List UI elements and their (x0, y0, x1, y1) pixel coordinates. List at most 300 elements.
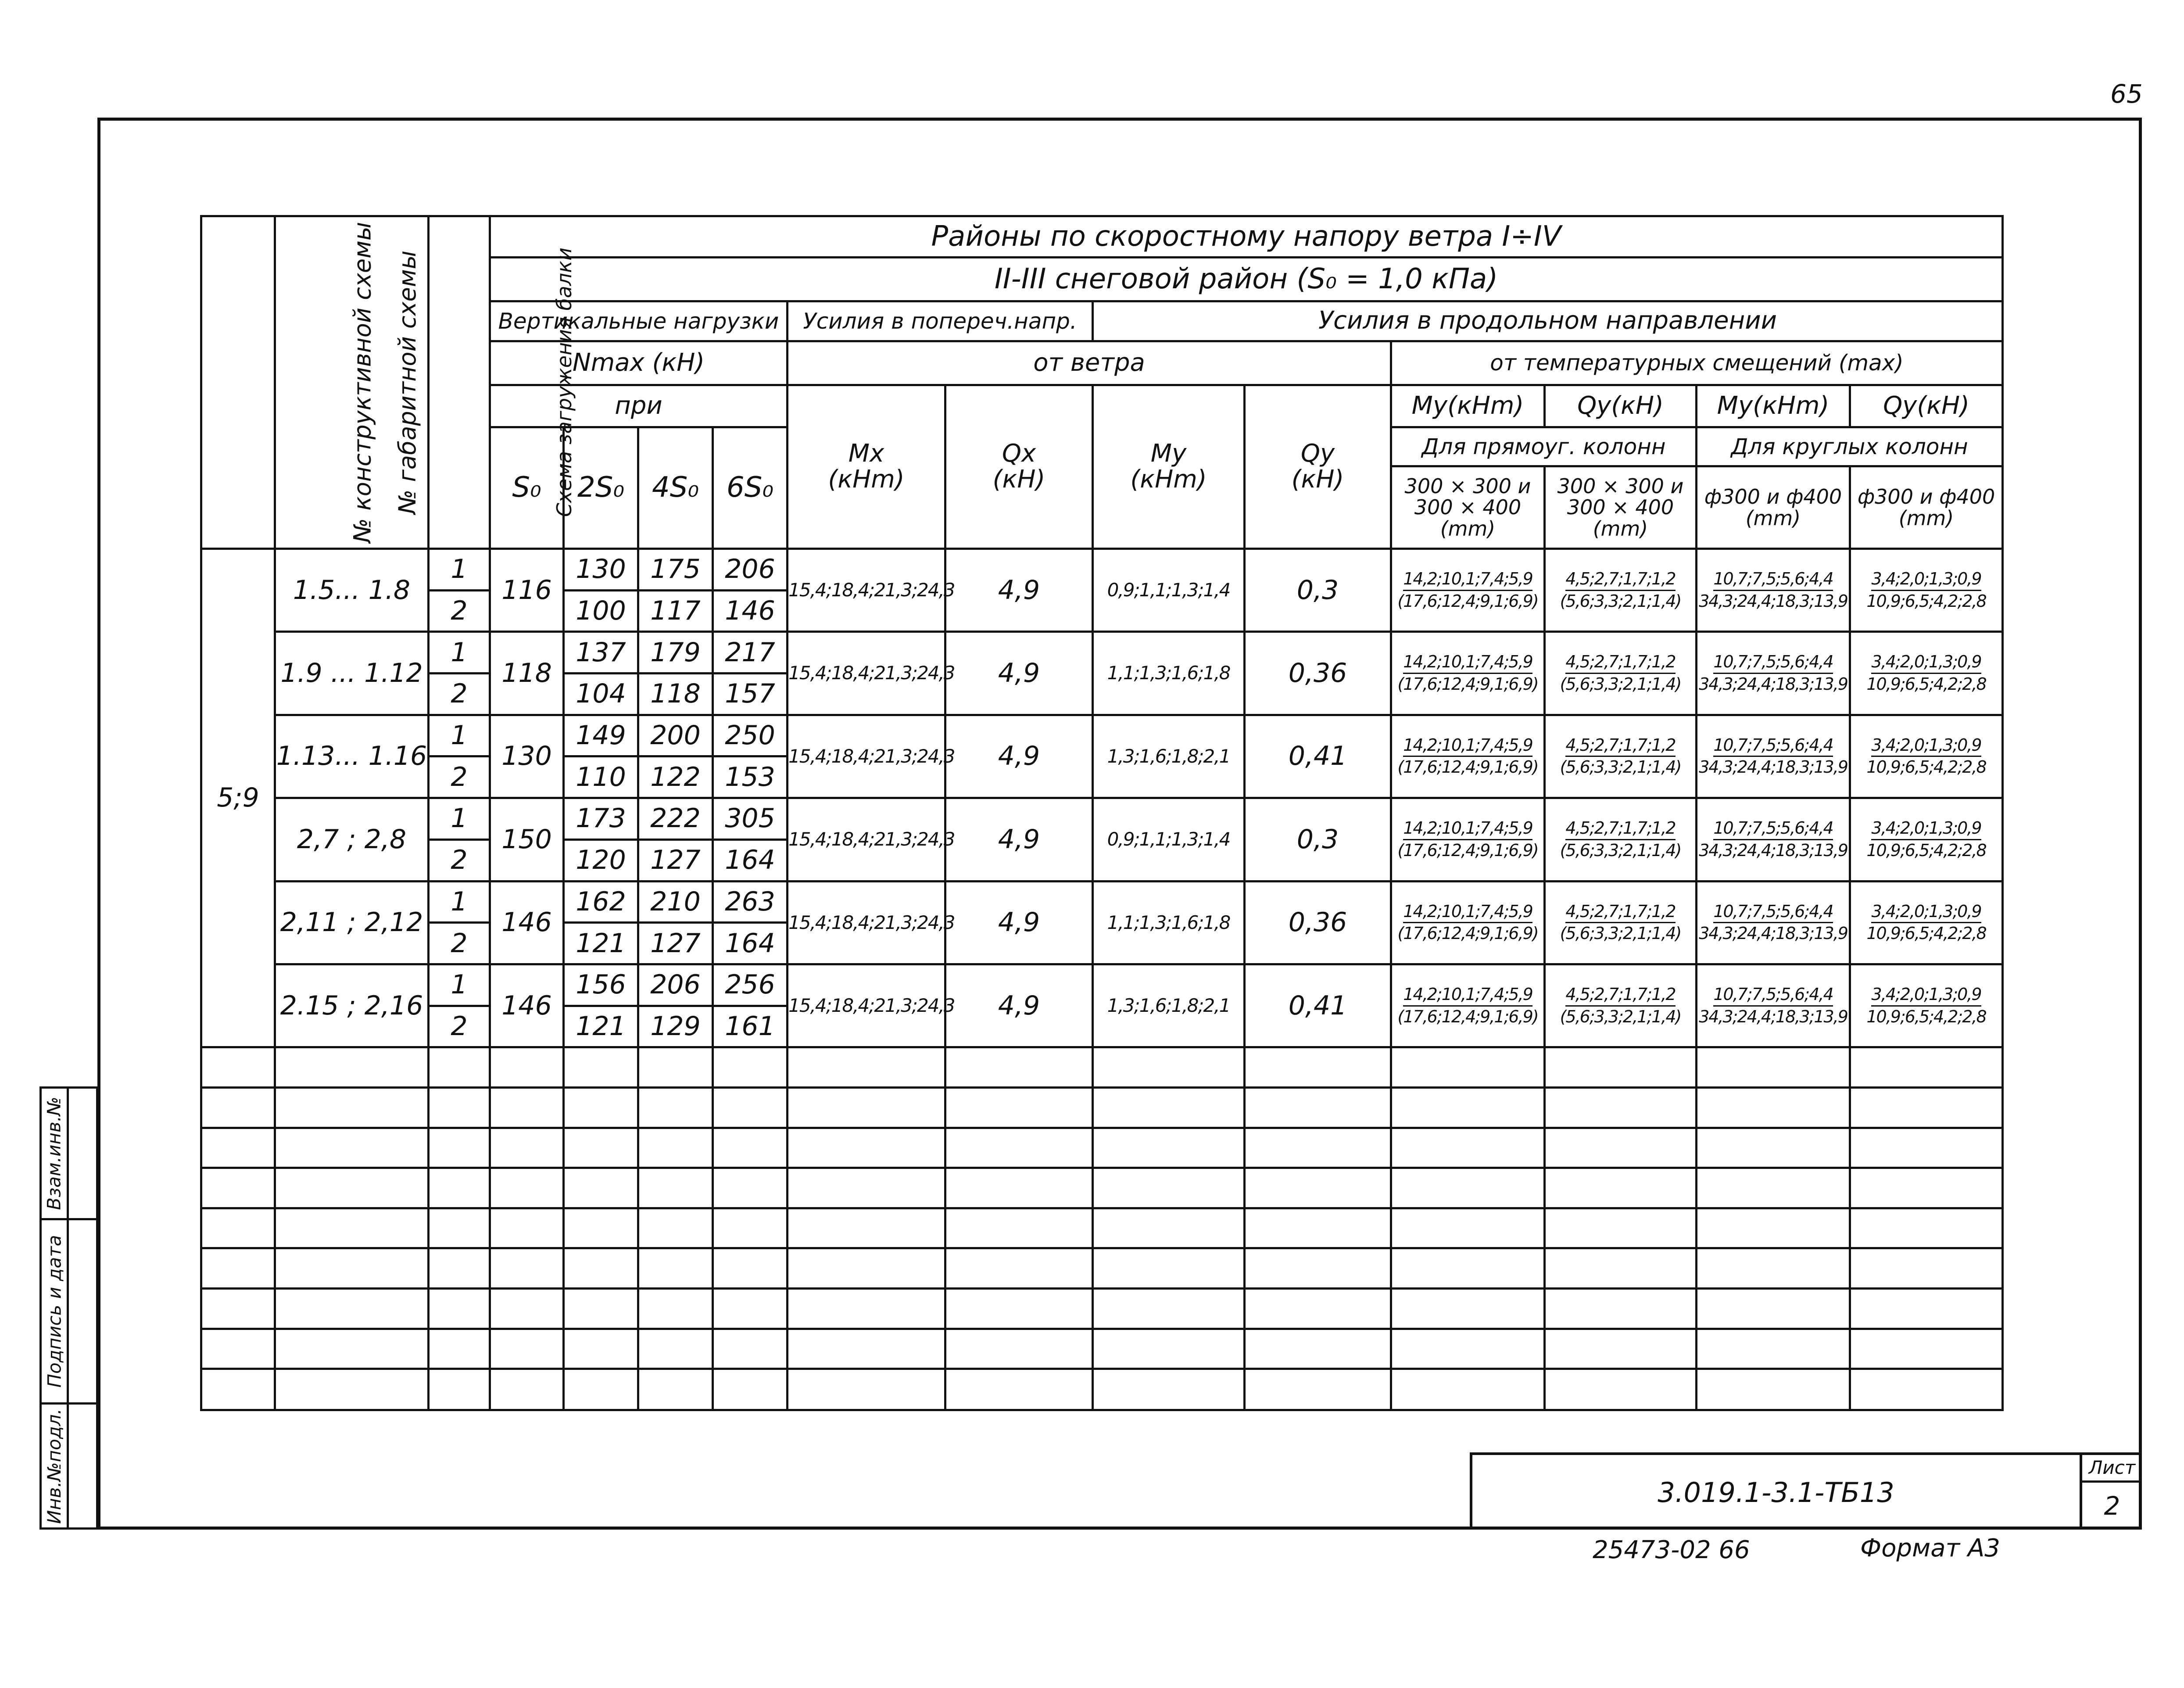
empty-cell (638, 1329, 713, 1369)
empty-cell (564, 1128, 638, 1168)
qx-value: 4,9 (945, 715, 1093, 798)
empty-cell (1391, 1248, 1545, 1289)
empty-cell (490, 1288, 564, 1329)
qx-value: 4,9 (945, 632, 1093, 715)
empty-cell (564, 1248, 638, 1289)
empty-cell (201, 1248, 275, 1289)
header-qy (1245, 385, 1391, 549)
empty-cell (1545, 1288, 1697, 1329)
temp-qy-rect-line-2: (5,6;3,3;2,1;1,4) (1560, 757, 1681, 777)
side-label-inv: Инв.№подл. (43, 1408, 65, 1524)
mx-value: 15,4;18,4;21,3;24,3 (788, 964, 945, 1047)
s2-value: 173 (564, 798, 638, 840)
temp-qy-round-line-2: 10,9;6,5;4,2;2,8 (1866, 757, 1986, 777)
empty-cell (1391, 1168, 1545, 1208)
header-snow-region: II-III снеговой район (S₀ = 1,0 кПа) (490, 257, 2003, 301)
table-row (201, 715, 2003, 756)
empty-cell (945, 1369, 1093, 1410)
temp-my-round (1697, 548, 1850, 631)
empty-row (201, 1168, 2003, 1208)
s4-value: 117 (638, 590, 713, 632)
header-2s0: 2S₀ (564, 427, 638, 548)
header-nmax: Nmax (кН) (490, 341, 788, 385)
s2-value: 100 (564, 590, 638, 632)
temp-my-round-line-2: 34,3;24,4;18,3;13,9 (1699, 840, 1847, 860)
empty-cell (1245, 1047, 1391, 1088)
qx-value: 4,9 (945, 798, 1093, 881)
empty-cell (945, 1088, 1093, 1128)
temp-qy-rect-line-1: 4,5;2,7;1,7;1,2 (1565, 652, 1675, 674)
empty-cell (490, 1369, 564, 1410)
empty-cell (713, 1288, 788, 1329)
temp-my-round-line-1: 10,7;7,5;5,6;4,4 (1713, 569, 1833, 591)
empty-cell (1545, 1088, 1697, 1128)
temp-qy-round-line-1: 3,4;2,0;1,3;0,9 (1871, 984, 1981, 1007)
empty-cell (201, 1288, 275, 1329)
title-block (1470, 1452, 2142, 1530)
empty-cell (1850, 1088, 2003, 1128)
empty-cell (638, 1369, 713, 1410)
empty-cell (788, 1168, 945, 1208)
empty-cell (490, 1208, 564, 1248)
s0-value: 146 (490, 881, 564, 964)
empty-row (201, 1329, 2003, 1369)
empty-cell (1245, 1288, 1391, 1329)
temp-my-rect (1391, 632, 1545, 715)
load-scheme-value: 2 (429, 590, 490, 632)
side-label-vzam: Взам.инв.№ (43, 1097, 65, 1210)
gab-scheme-value: 2,7 ; 2,8 (275, 798, 429, 881)
empty-cell (788, 1288, 945, 1329)
header-qx (945, 385, 1093, 549)
empty-row (201, 1047, 2003, 1088)
temp-qy-rect (1545, 548, 1697, 631)
empty-cell (564, 1288, 638, 1329)
header-4s0: 4S₀ (638, 427, 713, 548)
load-scheme-value: 2 (429, 673, 490, 715)
temp-qy-round (1850, 548, 2003, 631)
empty-cell (1850, 1128, 2003, 1168)
empty-cell (945, 1168, 1093, 1208)
temp-my-rect-line-1: 14,2;10,1;7,4;5,9 (1403, 984, 1532, 1007)
header-round-columns: Для круглых колонн (1697, 427, 2003, 466)
qy-value: 0,36 (1245, 632, 1391, 715)
empty-cell (1697, 1288, 1850, 1329)
header-mx (788, 385, 945, 549)
header-from-temp: от температурных смещений (max) (1391, 341, 2003, 385)
mx-value: 15,4;18,4;21,3;24,3 (788, 548, 945, 631)
empty-cell (945, 1208, 1093, 1248)
temp-my-rect-line-1: 14,2;10,1;7,4;5,9 (1403, 818, 1532, 840)
s6-value: 164 (713, 839, 788, 881)
header-from-wind: от ветра (788, 341, 1391, 385)
qx-value: 4,9 (945, 881, 1093, 964)
s6-value: 164 (713, 923, 788, 964)
empty-cell (490, 1168, 564, 1208)
temp-my-round (1697, 881, 1850, 964)
temp-my-rect-line-1: 14,2;10,1;7,4;5,9 (1403, 901, 1532, 924)
empty-cell (1850, 1047, 2003, 1088)
s2-value: 130 (564, 548, 638, 590)
s6-value: 250 (713, 715, 788, 756)
s2-value: 137 (564, 632, 638, 674)
my-value: 1,3;1,6;1,8;2,1 (1093, 964, 1245, 1047)
footer-format: Формат А3 (1860, 1534, 2000, 1563)
table-row (201, 798, 2003, 840)
temp-my-rect-line-2: (17,6;12,4;9,1;6,9) (1397, 674, 1538, 694)
temp-qy-round-line-2: 10,9;6,5;4,2;2,8 (1866, 591, 1986, 611)
empty-cell (1850, 1248, 2003, 1289)
qy-value: 0,3 (1245, 798, 1391, 881)
table-row (201, 881, 2003, 923)
empty-row (201, 1288, 2003, 1329)
temp-qy-rect (1545, 715, 1697, 798)
my-value: 1,1;1,3;1,6;1,8 (1093, 632, 1245, 715)
temp-qy-rect-line-1: 4,5;2,7;1,7;1,2 (1565, 901, 1675, 924)
empty-cell (201, 1128, 275, 1168)
table-row (201, 632, 2003, 674)
s4-value: 210 (638, 881, 713, 923)
empty-cell (564, 1088, 638, 1128)
temp-qy-round-line-1: 3,4;2,0;1,3;0,9 (1871, 569, 1981, 591)
empty-cell (788, 1248, 945, 1289)
empty-cell (429, 1288, 490, 1329)
empty-cell (1545, 1047, 1697, 1088)
header-dim-rect-2: 300 × 300 и 300 × 400 (mm) (1545, 466, 1697, 548)
header-qy-temp-rect: Qy(кН) (1545, 385, 1697, 427)
document-code: 3.019.1-3.1-ТБ13 (1470, 1452, 2080, 1530)
empty-cell (713, 1329, 788, 1369)
side-cell-podpis (42, 1220, 96, 1405)
empty-cell (1093, 1369, 1245, 1410)
temp-my-round-line-2: 34,3;24,4;18,3;13,9 (1699, 924, 1847, 943)
empty-cell (275, 1369, 429, 1410)
temp-my-round-line-1: 10,7;7,5;5,6;4,4 (1713, 984, 1833, 1007)
empty-cell (1245, 1208, 1391, 1248)
empty-cell (275, 1248, 429, 1289)
temp-my-rect-line-1: 14,2;10,1;7,4;5,9 (1403, 569, 1532, 591)
temp-my-round-line-1: 10,7;7,5;5,6;4,4 (1713, 901, 1833, 924)
temp-qy-rect-line-1: 4,5;2,7;1,7;1,2 (1565, 818, 1675, 840)
empty-cell (1545, 1208, 1697, 1248)
temp-qy-round-line-2: 10,9;6,5;4,2;2,8 (1866, 1007, 1986, 1026)
s4-value: 206 (638, 964, 713, 1006)
temp-qy-rect-line-2: (5,6;3,3;2,1;1,4) (1560, 924, 1681, 943)
empty-cell (1545, 1248, 1697, 1289)
empty-cell (429, 1128, 490, 1168)
temp-qy-round-line-2: 10,9;6,5;4,2;2,8 (1866, 840, 1986, 860)
s4-value: 127 (638, 839, 713, 881)
qy-value: 0,36 (1245, 881, 1391, 964)
header-mx-unit: (кНm) (828, 465, 905, 494)
empty-cell (201, 1047, 275, 1088)
header-dim-round-2: ф300 и ф400 (mm) (1850, 466, 2003, 548)
empty-cell (490, 1088, 564, 1128)
s6-value: 146 (713, 590, 788, 632)
gab-scheme-value: 1.13... 1.16 (275, 715, 429, 798)
temp-my-round (1697, 715, 1850, 798)
temp-qy-rect-line-2: (5,6;3,3;2,1;1,4) (1560, 674, 1681, 694)
s4-value: 129 (638, 1006, 713, 1047)
empty-cell (1093, 1208, 1245, 1248)
header-qx-unit: (кН) (992, 465, 1045, 494)
empty-row (201, 1369, 2003, 1410)
temp-qy-round-line-1: 3,4;2,0;1,3;0,9 (1871, 901, 1981, 924)
empty-cell (1391, 1329, 1545, 1369)
load-scheme-value: 2 (429, 839, 490, 881)
load-scheme-value: 1 (429, 715, 490, 756)
constr-scheme-value: 5;9 (201, 548, 275, 1047)
temp-my-rect-line-2: (17,6;12,4;9,1;6,9) (1397, 757, 1538, 777)
temp-my-rect-line-1: 14,2;10,1;7,4;5,9 (1403, 735, 1532, 757)
temp-qy-rect-line-1: 4,5;2,7;1,7;1,2 (1565, 984, 1675, 1007)
empty-cell (1391, 1047, 1545, 1088)
temp-my-rect (1391, 548, 1545, 631)
empty-cell (564, 1208, 638, 1248)
empty-cell (1245, 1329, 1391, 1369)
gab-scheme-value: 1.9 ... 1.12 (275, 632, 429, 715)
empty-cell (275, 1168, 429, 1208)
temp-my-round (1697, 964, 1850, 1047)
empty-cell (490, 1329, 564, 1369)
s4-value: 118 (638, 673, 713, 715)
s0-value: 118 (490, 632, 564, 715)
temp-my-rect (1391, 964, 1545, 1047)
temp-my-rect-line-2: (17,6;12,4;9,1;6,9) (1397, 1007, 1538, 1026)
empty-cell (638, 1088, 713, 1128)
temp-qy-rect-line-2: (5,6;3,3;2,1;1,4) (1560, 591, 1681, 611)
header-s0: S₀ (490, 427, 564, 548)
empty-cell (490, 1248, 564, 1289)
header-mx-label: Mx (848, 439, 884, 468)
empty-cell (1093, 1128, 1245, 1168)
empty-cell (429, 1248, 490, 1289)
empty-cell (1245, 1088, 1391, 1128)
load-scheme-value: 2 (429, 756, 490, 798)
load-scheme-value: 2 (429, 1006, 490, 1047)
my-value: 0,9;1,1;1,3;1,4 (1093, 798, 1245, 881)
table-row (201, 548, 2003, 590)
s0-value: 150 (490, 798, 564, 881)
temp-qy-rect (1545, 964, 1697, 1047)
empty-cell (1697, 1369, 1850, 1410)
sheet-number: 2 (2104, 1491, 2120, 1521)
empty-cell (275, 1047, 429, 1088)
empty-cell (201, 1088, 275, 1128)
empty-cell (1391, 1088, 1545, 1128)
empty-cell (1697, 1047, 1850, 1088)
empty-cell (788, 1047, 945, 1088)
empty-cell (788, 1369, 945, 1410)
temp-my-rect-line-1: 14,2;10,1;7,4;5,9 (1403, 652, 1532, 674)
s2-value: 156 (564, 964, 638, 1006)
s2-value: 120 (564, 839, 638, 881)
load-scheme-value: 1 (429, 632, 490, 674)
temp-qy-round (1850, 632, 2003, 715)
gab-scheme-value: 1.5... 1.8 (275, 548, 429, 631)
empty-cell (1245, 1128, 1391, 1168)
s2-value: 110 (564, 756, 638, 798)
empty-cell (564, 1329, 638, 1369)
empty-cell (1850, 1329, 2003, 1369)
empty-cell (713, 1128, 788, 1168)
temp-my-round (1697, 798, 1850, 881)
header-my-unit: (кНm) (1130, 465, 1207, 494)
my-value: 0,9;1,1;1,3;1,4 (1093, 548, 1245, 631)
empty-cell (429, 1047, 490, 1088)
s0-value: 116 (490, 548, 564, 631)
empty-cell (945, 1047, 1093, 1088)
header-6s0: 6S₀ (713, 427, 788, 548)
s6-value: 157 (713, 673, 788, 715)
header-constr-scheme: № конструктивной схемы (201, 216, 275, 549)
s0-value: 130 (490, 715, 564, 798)
s2-value: 149 (564, 715, 638, 756)
empty-cell (564, 1369, 638, 1410)
empty-cell (1545, 1168, 1697, 1208)
side-strip (39, 1086, 98, 1530)
empty-row (201, 1248, 2003, 1289)
empty-cell (1391, 1208, 1545, 1248)
temp-qy-round-line-2: 10,9;6,5;4,2;2,8 (1866, 674, 1986, 694)
footer-archive-number: 25473-02 66 (1593, 1536, 1750, 1564)
empty-cell (275, 1128, 429, 1168)
temp-qy-round-line-1: 3,4;2,0;1,3;0,9 (1871, 735, 1981, 757)
temp-qy-rect-line-2: (5,6;3,3;2,1;1,4) (1560, 1007, 1681, 1026)
empty-cell (275, 1088, 429, 1128)
gab-scheme-value: 2,11 ; 2,12 (275, 881, 429, 964)
temp-qy-round-line-1: 3,4;2,0;1,3;0,9 (1871, 652, 1981, 674)
s4-value: 222 (638, 798, 713, 840)
empty-cell (1697, 1088, 1850, 1128)
empty-row (201, 1128, 2003, 1168)
header-qy-unit: (кН) (1291, 465, 1344, 494)
header-longitudinal: Усилия в продольном направлении (1093, 301, 2003, 341)
empty-cell (713, 1168, 788, 1208)
empty-cell (1391, 1128, 1545, 1168)
empty-row (201, 1088, 2003, 1128)
empty-cell (275, 1329, 429, 1369)
empty-cell (1697, 1329, 1850, 1369)
empty-cell (1850, 1369, 2003, 1410)
empty-cell (1697, 1208, 1850, 1248)
s4-value: 179 (638, 632, 713, 674)
empty-cell (1850, 1168, 2003, 1208)
temp-my-round-line-1: 10,7;7,5;5,6;4,4 (1713, 818, 1833, 840)
empty-cell (713, 1208, 788, 1248)
temp-qy-rect-line-2: (5,6;3,3;2,1;1,4) (1560, 840, 1681, 860)
side-cell-inv (42, 1405, 96, 1527)
s6-value: 217 (713, 632, 788, 674)
empty-cell (1850, 1208, 2003, 1248)
header-at: при (490, 385, 788, 427)
empty-cell (788, 1329, 945, 1369)
empty-cell (490, 1047, 564, 1088)
empty-cell (201, 1329, 275, 1369)
header-vertical-loads: Вертикальные нагрузки (490, 301, 788, 341)
s2-value: 104 (564, 673, 638, 715)
temp-qy-rect (1545, 632, 1697, 715)
mx-value: 15,4;18,4;21,3;24,3 (788, 632, 945, 715)
empty-cell (1697, 1248, 1850, 1289)
qy-value: 0,41 (1245, 964, 1391, 1047)
empty-cell (1697, 1128, 1850, 1168)
empty-cell (788, 1128, 945, 1168)
mx-value: 15,4;18,4;21,3;24,3 (788, 881, 945, 964)
header-my-temp-rect: My(кНm) (1391, 385, 1545, 427)
temp-my-round-line-2: 34,3;24,4;18,3;13,9 (1699, 757, 1847, 777)
qx-value: 4,9 (945, 548, 1093, 631)
empty-cell (1391, 1288, 1545, 1329)
empty-cell (1093, 1288, 1245, 1329)
temp-qy-round (1850, 715, 2003, 798)
empty-row (201, 1208, 2003, 1248)
empty-cell (638, 1288, 713, 1329)
temp-qy-round-line-1: 3,4;2,0;1,3;0,9 (1871, 818, 1981, 840)
empty-cell (1093, 1329, 1245, 1369)
header-gab-scheme: № габаритной схемы (275, 216, 429, 549)
empty-cell (490, 1128, 564, 1168)
my-value: 1,1;1,3;1,6;1,8 (1093, 881, 1245, 964)
my-value: 1,3;1,6;1,8;2,1 (1093, 715, 1245, 798)
empty-cell (638, 1168, 713, 1208)
qx-value: 4,9 (945, 964, 1093, 1047)
temp-qy-rect (1545, 798, 1697, 881)
temp-qy-rect-line-1: 4,5;2,7;1,7;1,2 (1565, 569, 1675, 591)
page-number: 65 (2110, 79, 2143, 109)
load-scheme-value: 1 (429, 798, 490, 840)
empty-cell (429, 1088, 490, 1128)
empty-cell (429, 1329, 490, 1369)
temp-my-rect-line-2: (17,6;12,4;9,1;6,9) (1397, 840, 1538, 860)
s6-value: 161 (713, 1006, 788, 1047)
empty-cell (945, 1128, 1093, 1168)
qy-value: 0,3 (1245, 548, 1391, 631)
empty-cell (945, 1248, 1093, 1289)
temp-my-round (1697, 632, 1850, 715)
empty-cell (1850, 1288, 2003, 1329)
empty-cell (429, 1208, 490, 1248)
empty-cell (429, 1168, 490, 1208)
empty-cell (275, 1208, 429, 1248)
temp-my-round-line-1: 10,7;7,5;5,6;4,4 (1713, 735, 1833, 757)
table-row (201, 964, 2003, 1006)
empty-cell (1245, 1369, 1391, 1410)
empty-cell (713, 1088, 788, 1128)
s4-value: 127 (638, 923, 713, 964)
empty-cell (1093, 1047, 1245, 1088)
s6-value: 256 (713, 964, 788, 1006)
empty-cell (638, 1208, 713, 1248)
s2-value: 121 (564, 1006, 638, 1047)
loads-table (200, 215, 2004, 1411)
s2-value: 121 (564, 923, 638, 964)
empty-cell (564, 1168, 638, 1208)
s2-value: 162 (564, 881, 638, 923)
side-cell-vzam (42, 1089, 96, 1220)
temp-qy-round (1850, 964, 2003, 1047)
empty-cell (713, 1369, 788, 1410)
s4-value: 122 (638, 756, 713, 798)
header-qx-label: Qx (1002, 439, 1036, 468)
empty-cell (1545, 1128, 1697, 1168)
header-rect-columns: Для прямоуг. колонн (1391, 427, 1697, 466)
header-qy-label: Qy (1300, 439, 1335, 468)
mx-value: 15,4;18,4;21,3;24,3 (788, 715, 945, 798)
qy-value: 0,41 (1245, 715, 1391, 798)
empty-cell (713, 1248, 788, 1289)
header-dim-round-1: ф300 и ф400 (mm) (1697, 466, 1850, 548)
